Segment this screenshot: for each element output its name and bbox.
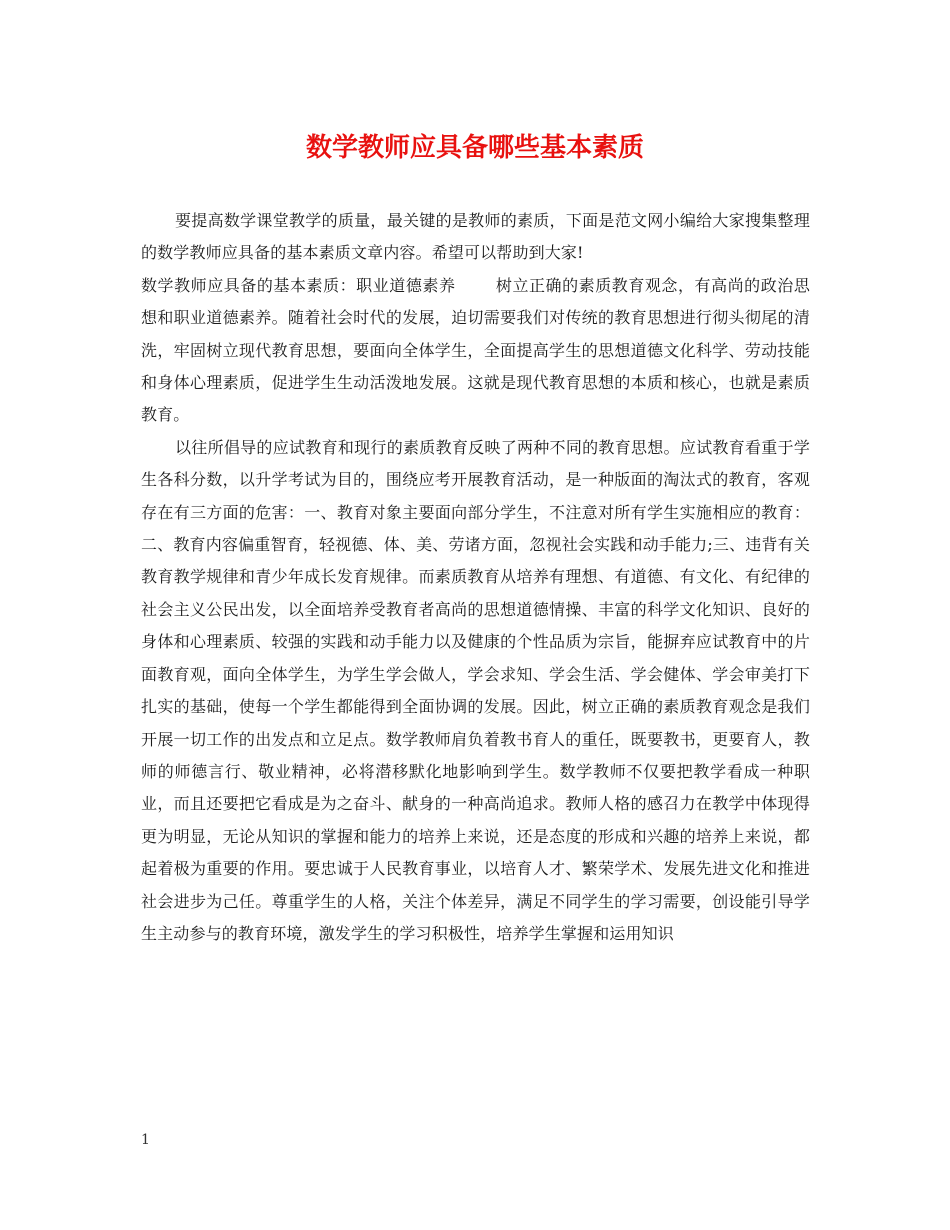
body-paragraph-2: 以往所倡导的应试教育和现行的素质教育反映了两种不同的教育思想。应试教育看重于学生各科分数，以升学考试为目的，围绕应考开展教育活动，是一种版面的淘汰式的教育，客观存在有三方面的危害：一、教育对象主要面向部分学生，不注意对所有学生实施相应的教育：二、教育内容偏重智育，轻视德、体、美、劳诸方面，忽视社会实践和动手能力;三、违背有关教育教学规律和青少年成长发育规律。而素质教育从培养有理想、有道德、有文化、有纪律的社会主义公民出发，以全面培养受教育者高尚的思想道德情操、丰富的科学文化知识、良好的身体和心理素质、较强的实践和动手能力以及健康的个性品质为宗旨，能摒弃应试教育中的片面教育观，面向全体学生，为学生学会做人，学会求知、学会生活、学会健体、学会审美打下扎实的基础，使每一个学生都能得到全面协调的发展。因此，树立正确的素质教育观念是我们开展一切工作的出发点和立足点。数学教师肩负着教书育人的重任，既要教书，更要育人，教师的师德言行、敬业精神，必将潜移默化地影响到学生。数学教师不仅要把教学看成一种职业，而且还要把它看成是为之奋斗、献身的一种高尚追求。教师人格的感召力在教学中体现得更为明显，无论从知识的掌握和能力的培养上来说，还是态度的形成和兴趣的培养上来说，都起着极为重要的作用。要忠诚于人民教育事业，以培育人才、繁荣学术、发展先进文化和推进社会进步为己任。尊重学生的人格，关注个体差异，满足不同学生的学习需要，创设能引导学生主动参与的教育环境，激发学生的学习积极性，培养学生掌握和运用知识 xyxy=(141,437,810,943)
section-paragraph xyxy=(141,270,810,432)
section-heading: 数学教师应具备的基本素质：职业道德素养 xyxy=(141,275,456,295)
document-title: 数学教师应具备哪些基本素质 xyxy=(305,133,644,163)
document-body xyxy=(141,205,810,950)
section-lead-text: 树立正确的素质教育观念，有高尚的政治思想和职业道德素养。随着社会时代的发展，迫切需要我们对传统的教育思想进行彻头彻尾的清洗，牢固树立现代教育思想，要面向全体学生，全面提高学生的思想道德文化科学、劳动技能和身体心理素质，促进学生生动活泼地发展。这就是现代教育思想的本质和核心，也就是素质教育。 xyxy=(141,275,810,425)
intro-paragraph: 要提高数学课堂教学的质量，最关键的是教师的素质，下面是范文网小编给大家搜集整理的数学教师应具备的基本素质文章内容。希望可以帮助到大家! xyxy=(141,211,810,263)
page-number: 1 xyxy=(141,1132,150,1148)
